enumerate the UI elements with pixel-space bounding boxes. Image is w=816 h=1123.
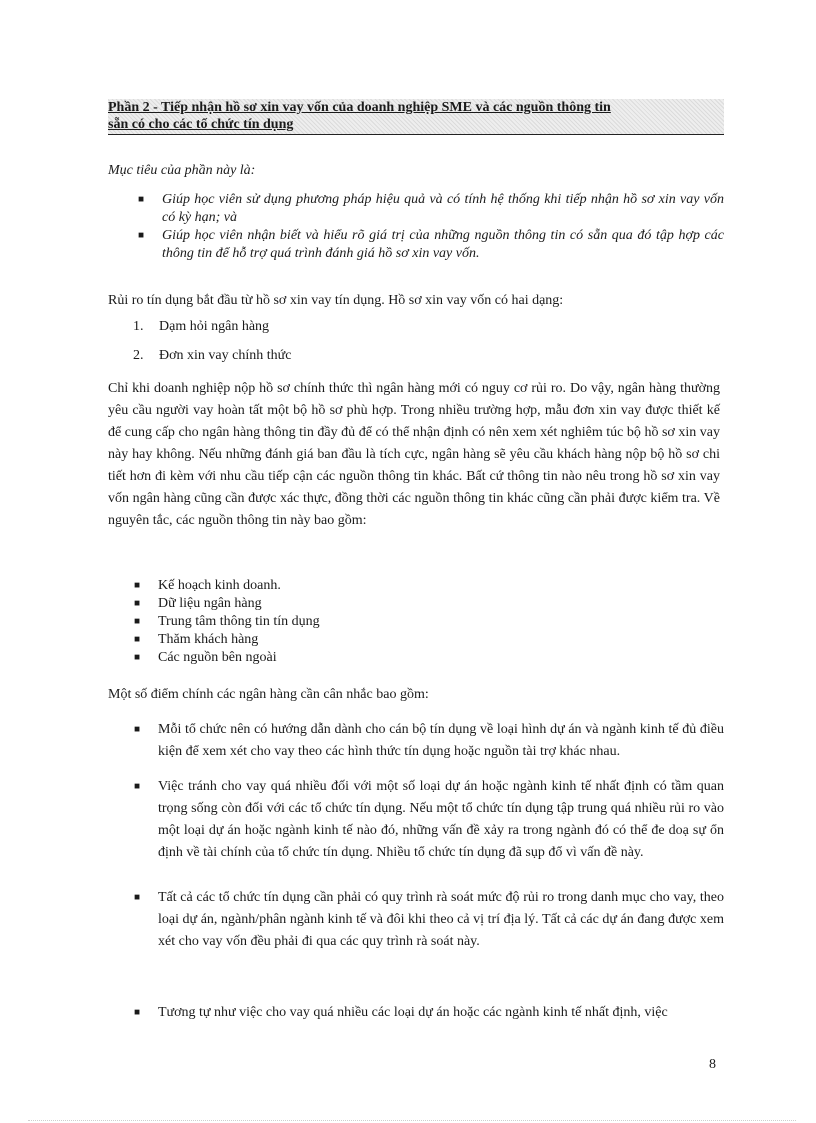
list-item bbox=[108, 191, 724, 227]
square-bullet-icon: ■ bbox=[134, 1007, 141, 1018]
source-text: Các nguồn bên ngoài bbox=[158, 650, 277, 665]
paragraph-official-application: Chỉ khi doanh nghiệp nộp hồ sơ chính thức thì ngân hàng mới có nguy cơ rủi ro. Do vậy, ngân hàng thường yêu cầu người vay hoàn tất một bộ hồ sơ phù hợp. Trong nhiều trường hợp, mẫu đơn xin vay được thiết kế để cung cấp cho ngân hàng thông tin đầy đủ để có thể nhận định có nên xem xét nghiêm túc bộ hồ sơ xin vay này hay không. Nếu những đánh giá ban đầu là tích cực, ngân hàng sẽ yêu cầu khách hàng nộp bộ hồ sơ chi tiết hơn đi kèm với nhu cầu tiếp cận các nguồn thông tin khác. Bất cứ thông tin nào nêu trong hồ sơ xin vay vốn ngân hàng cũng cần được xác thực, đồng thời các nguồn thông tin khác cũng cần phải được kiểm tra. Về nguyên tắc, các nguồn thông tin này bao gồm: bbox=[108, 381, 720, 528]
square-bullet-icon: ■ bbox=[134, 781, 141, 792]
square-bullet-icon: ■ bbox=[134, 634, 141, 645]
section-heading-line-1: Phần 2 - Tiếp nhận hồ sơ xin vay vốn của doanh nghiệp SME và các nguồn thông tin bbox=[108, 100, 611, 115]
list-item bbox=[108, 318, 291, 347]
list-item bbox=[108, 649, 320, 667]
application-forms-list bbox=[108, 318, 291, 376]
point-text: Tương tự như việc cho vay quá nhiều các loại dự án hoặc các ngành kinh tế nhất định, việc bbox=[158, 1005, 668, 1020]
objective-text: Giúp học viên sử dụng phương pháp hiệu quả và có tính hệ thống khi tiếp nhận hồ sơ xin vay vốn có kỳ hạn; và bbox=[162, 192, 724, 225]
list-item bbox=[108, 719, 724, 763]
objective-text: Giúp học viên nhận biết và hiểu rõ giá trị của những nguồn thông tin có sẵn qua đó tập hợp các thông tin để hỗ trợ quá trình đánh giá hồ sơ xin vay vốn. bbox=[162, 228, 724, 261]
list-item bbox=[108, 347, 291, 376]
list-item bbox=[108, 595, 320, 613]
key-points-list-2 bbox=[108, 776, 724, 864]
point-text: Việc tránh cho vay quá nhiều đối với một số loại dự án hoặc ngành kinh tế nhất định có tầm quan trọng sống còn đối với các tổ chức tín dụng. Nếu một tổ chức tín dụng tập trung quá nhiều rủi ro vào một loại dự án hoặc ngành kinh tế nào đó, những vấn đề xảy ra trong ngành đó có thể đe doạ sự ổn định về tài chính của tổ chức tín dụng. Nhiều tổ chức tín dụng đã sụp đổ vì vấn đề này. bbox=[158, 779, 724, 860]
list-item bbox=[108, 631, 320, 649]
key-points-list-3 bbox=[108, 887, 724, 953]
form-text: Đơn xin vay chính thức bbox=[159, 348, 292, 363]
list-item bbox=[108, 577, 320, 595]
list-item bbox=[108, 887, 724, 953]
section-heading bbox=[108, 99, 724, 135]
key-points-list-4 bbox=[108, 1002, 724, 1024]
list-item bbox=[108, 227, 724, 263]
page-bottom-divider bbox=[28, 1120, 796, 1121]
paragraph-credit-risk: Rủi ro tín dụng bắt đầu từ hồ sơ xin vay tín dụng. Hồ sơ xin vay vốn có hai dạng: bbox=[108, 293, 564, 308]
square-bullet-icon: ■ bbox=[134, 892, 141, 903]
objectives-list bbox=[108, 191, 724, 263]
list-item bbox=[108, 776, 724, 864]
section-heading-line-2: sẵn có cho các tổ chức tín dụng bbox=[108, 117, 294, 132]
page-number: 8 bbox=[709, 1057, 716, 1072]
point-text: Mỗi tổ chức nên có hướng dẫn dành cho cán bộ tín dụng về loại hình dự án và ngành kinh tế đủ điều kiện để xem xét cho vay theo các hình thức tín dụng hoặc nguồn tài trợ khác nhau. bbox=[158, 722, 724, 759]
square-bullet-icon: ■ bbox=[134, 724, 141, 735]
list-item bbox=[108, 1002, 724, 1024]
square-bullet-icon: ■ bbox=[138, 230, 145, 241]
form-text: Dạm hỏi ngân hàng bbox=[159, 319, 270, 334]
objectives-intro: Mục tiêu của phần này là: bbox=[108, 163, 256, 178]
paragraph-key-points: Một số điểm chính các ngân hàng cần cân nhắc bao gồm: bbox=[108, 687, 429, 702]
key-points-list-1 bbox=[108, 719, 724, 763]
square-bullet-icon: ■ bbox=[134, 652, 141, 663]
list-number: 2. bbox=[133, 348, 144, 363]
source-text: Dữ liệu ngân hàng bbox=[158, 596, 262, 611]
source-text: Thăm khách hàng bbox=[158, 632, 259, 647]
list-number: 1. bbox=[133, 319, 144, 334]
square-bullet-icon: ■ bbox=[134, 580, 141, 591]
point-text: Tất cả các tổ chức tín dụng cần phải có quy trình rà soát mức độ rủi ro trong danh mục cho vay, theo loại dự án, ngành/phân ngành kinh tế và đôi khi theo cả vị trí địa lý. Tất cả các dự án đang được xem xét cho vay vốn đều phải đi qua các quy trình rà soát này. bbox=[158, 890, 724, 949]
square-bullet-icon: ■ bbox=[134, 616, 141, 627]
information-sources-list bbox=[108, 577, 320, 667]
source-text: Trung tâm thông tin tín dụng bbox=[158, 614, 320, 629]
square-bullet-icon: ■ bbox=[138, 194, 145, 205]
square-bullet-icon: ■ bbox=[134, 598, 141, 609]
source-text: Kế hoạch kinh doanh. bbox=[158, 578, 281, 593]
list-item bbox=[108, 613, 320, 631]
